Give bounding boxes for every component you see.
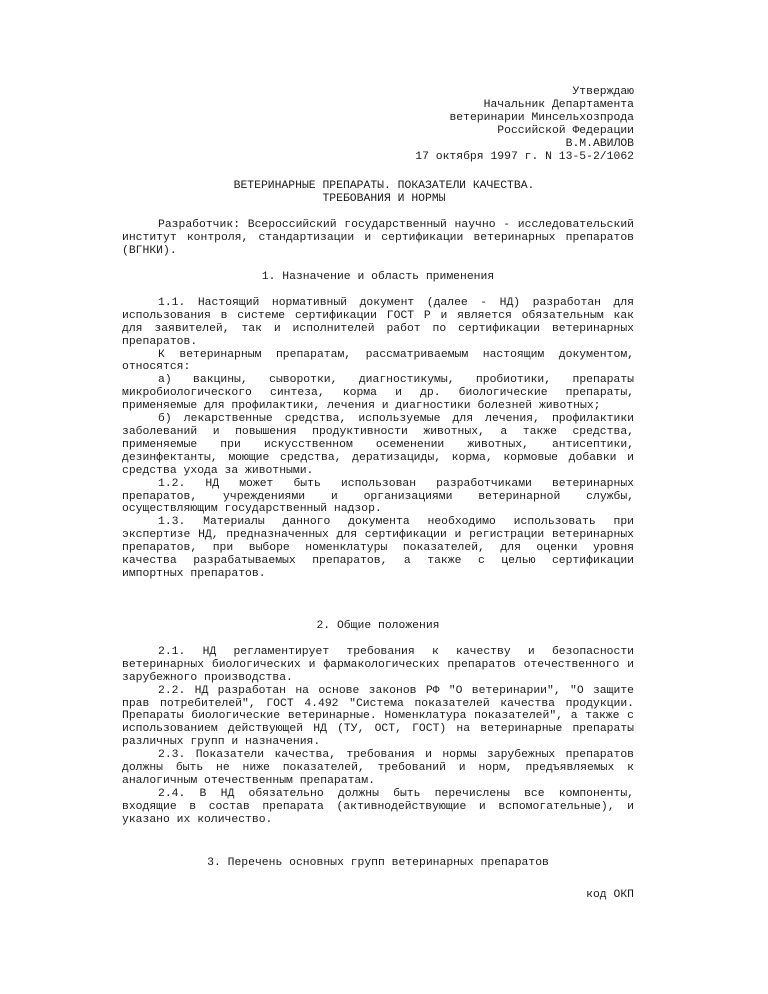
paragraph-1-1-list-intro: К ветеринарным препаратам, рассматриваемым настоящим документом, относятся: xyxy=(122,348,634,374)
approval-line: Утверждаю xyxy=(572,86,634,98)
approval-line: Начальник Департамента xyxy=(483,98,634,111)
approval-line: Российской Федерации xyxy=(497,124,634,137)
approval-block xyxy=(415,86,634,163)
okp-code-label: код ОКП xyxy=(586,889,634,901)
section-3 xyxy=(122,857,634,870)
approval-signatory: В.М.АВИЛОВ xyxy=(565,137,634,150)
paragraph-2-2: 2.2. НД разработан на основе законов РФ "О ветеринарии", "О защите прав потребителей", ГОСТ 4.492 "Система показателей качества продукции. Препараты биологические ветеринарные. Номенклатура показателей", а также с использованием действующей НД (ТУ, ОСТ, ГОСТ) на ветеринарные препараты различных групп и назначения. xyxy=(122,684,634,749)
section-1-heading: 1. Назначение и область применения xyxy=(261,271,495,283)
paragraph-2-3: 2.3. Показатели качества, требования и нормы зарубежных препаратов должны быть не ниже показателей, требований и норм, предъявляемых к аналогичным отечественным препаратам. xyxy=(122,749,634,787)
paragraph-2-4: 2.4. В НД обязательно должны быть перечислены все компоненты, входящие в состав препарата (активнодействующие и вспомогательные), и указано их количество. xyxy=(122,787,634,826)
section-1 xyxy=(122,271,634,581)
section-2 xyxy=(122,620,634,827)
paragraph-1-3: 1.3. Материалы данного документа необходимо использовать при экспертизе НД, предназначенных для сертификации и регистрации ветеринарных препаратов, при выборе номенклатуры показателей, для оценки уровня качества разрабатываемых препаратов, а также с целью сертификации импортных препаратов. xyxy=(122,516,634,580)
section-3-heading: 3. Перечень основных групп ветеринарных препаратов xyxy=(207,857,549,869)
developer-paragraph: Разработчик: Всероссийский государственный научно - исследовательский институт контроля, стандартизации и сертификации ветеринарных препаратов (ВГНКИ). xyxy=(122,219,634,257)
approval-date: 17 октября 1997 г. N 13-5-2/1062 xyxy=(415,150,634,163)
approval-line: ветеринарии Минсельхозпрода xyxy=(449,111,634,124)
title-line-2: ТРЕБОВАНИЯ И НОРМЫ xyxy=(322,192,446,205)
developer-block xyxy=(122,219,634,258)
paragraph-1-1-b: б) лекарственные средства, используемые для лечения, профилактики заболеваний и повышения продуктивности животных, а также средства, применяемые при искусственном осеменении животных, антисептики, дезинфектанты, моющие средства, дератизациды, корма, кормовые добавки и средства ухода за животными. xyxy=(122,413,634,477)
paragraph-1-2: 1.2. НД может быть использован разработчиками ветеринарных препаратов, учреждениями и организациями ветеринарной службы, осуществляющим государственный надзор. xyxy=(122,477,634,516)
paragraph-1-1-a: а) вакцины, сыворотки, диагностикумы, пробиотики, препараты микробиологического синтеза, корма и др. биологические препараты, применяемые для профилактики, лечения и диагностики болезней животных; xyxy=(122,374,634,413)
document-title xyxy=(134,180,634,206)
section-2-heading: 2. Общие положения xyxy=(316,620,440,632)
title-line-1: ВЕТЕРИНАРНЫЕ ПРЕПАРАТЫ. ПОКАЗАТЕЛИ КАЧЕСТВА. xyxy=(233,180,535,192)
paragraph-1-1: 1.1. Настоящий нормативный документ (далее - НД) разработан для использования в системе сертификации ГОСТ Р и является обязательным как для заявителей, так и исполнителей работ по сертификации ветеринарных препаратов. xyxy=(122,296,634,348)
paragraph-2-1: 2.1. НД регламентирует требования к качеству и безопасности ветеринарных биологических и фармакологических препаратов отечественного и зарубежного производства. xyxy=(122,645,634,684)
